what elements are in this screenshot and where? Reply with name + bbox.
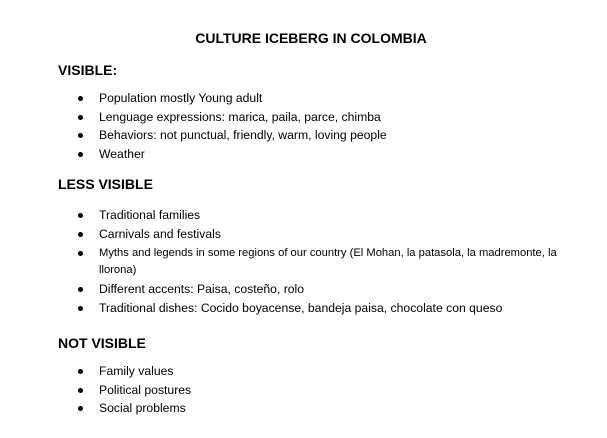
bullet-list-less-visible bbox=[0, 206, 607, 318]
list-item-text: Carnivals and festivals bbox=[99, 226, 221, 241]
bullet-icon bbox=[78, 96, 83, 101]
section-heading-less-visible: LESS VISIBLE bbox=[58, 176, 153, 192]
list-item bbox=[0, 280, 569, 299]
bullet-icon bbox=[78, 306, 83, 311]
list-item-text: Behaviors: not punctual, friendly, warm, loving people bbox=[99, 128, 387, 143]
list-item bbox=[0, 225, 569, 244]
list-item bbox=[0, 89, 569, 108]
list-item bbox=[0, 126, 569, 145]
list-item-text: Weather bbox=[99, 147, 145, 162]
bullet-icon bbox=[78, 287, 83, 292]
section-heading-not-visible: NOT VISIBLE bbox=[58, 335, 146, 351]
bullet-icon bbox=[78, 251, 83, 256]
list-item-text: Social problems bbox=[99, 401, 186, 416]
section-heading-visible: VISIBLE: bbox=[58, 62, 118, 78]
list-item bbox=[0, 145, 569, 164]
list-item-text: Population mostly Young adult bbox=[99, 91, 263, 105]
list-item-text: Political postures bbox=[99, 382, 192, 397]
list-item-text: Traditional dishes: Cocido boyacense, bandeja paisa, chocolate con queso bbox=[99, 301, 503, 316]
bullet-icon bbox=[78, 133, 83, 138]
bullet-icon bbox=[78, 232, 83, 237]
bullet-icon bbox=[78, 213, 83, 218]
list-item bbox=[0, 243, 569, 280]
bullet-list-visible bbox=[0, 89, 607, 164]
document-title: CULTURE ICEBERG IN COLOMBIA bbox=[195, 30, 427, 46]
bullet-icon bbox=[78, 406, 83, 411]
list-item bbox=[0, 299, 569, 318]
list-item-text: Myths and legends in some regions of our country (El Mohan, la patasola, la madremonte, la llorona) bbox=[99, 247, 557, 277]
list-item-text: Family values bbox=[99, 364, 174, 378]
list-item bbox=[0, 381, 569, 400]
bullet-icon bbox=[78, 152, 83, 157]
list-item bbox=[0, 108, 569, 127]
bullet-icon bbox=[78, 369, 83, 374]
bullet-icon bbox=[78, 388, 83, 393]
list-item bbox=[0, 399, 569, 418]
list-item-text: Lenguage expressions: marica, paila, parce, chimba bbox=[99, 109, 381, 124]
bullet-list-not-visible bbox=[0, 362, 607, 418]
list-item-text: Different accents: Paisa, costeño, rolo bbox=[99, 282, 305, 297]
list-item bbox=[0, 206, 569, 225]
list-item-text: Traditional families bbox=[99, 208, 201, 222]
bullet-icon bbox=[78, 115, 83, 120]
list-item bbox=[0, 362, 569, 381]
